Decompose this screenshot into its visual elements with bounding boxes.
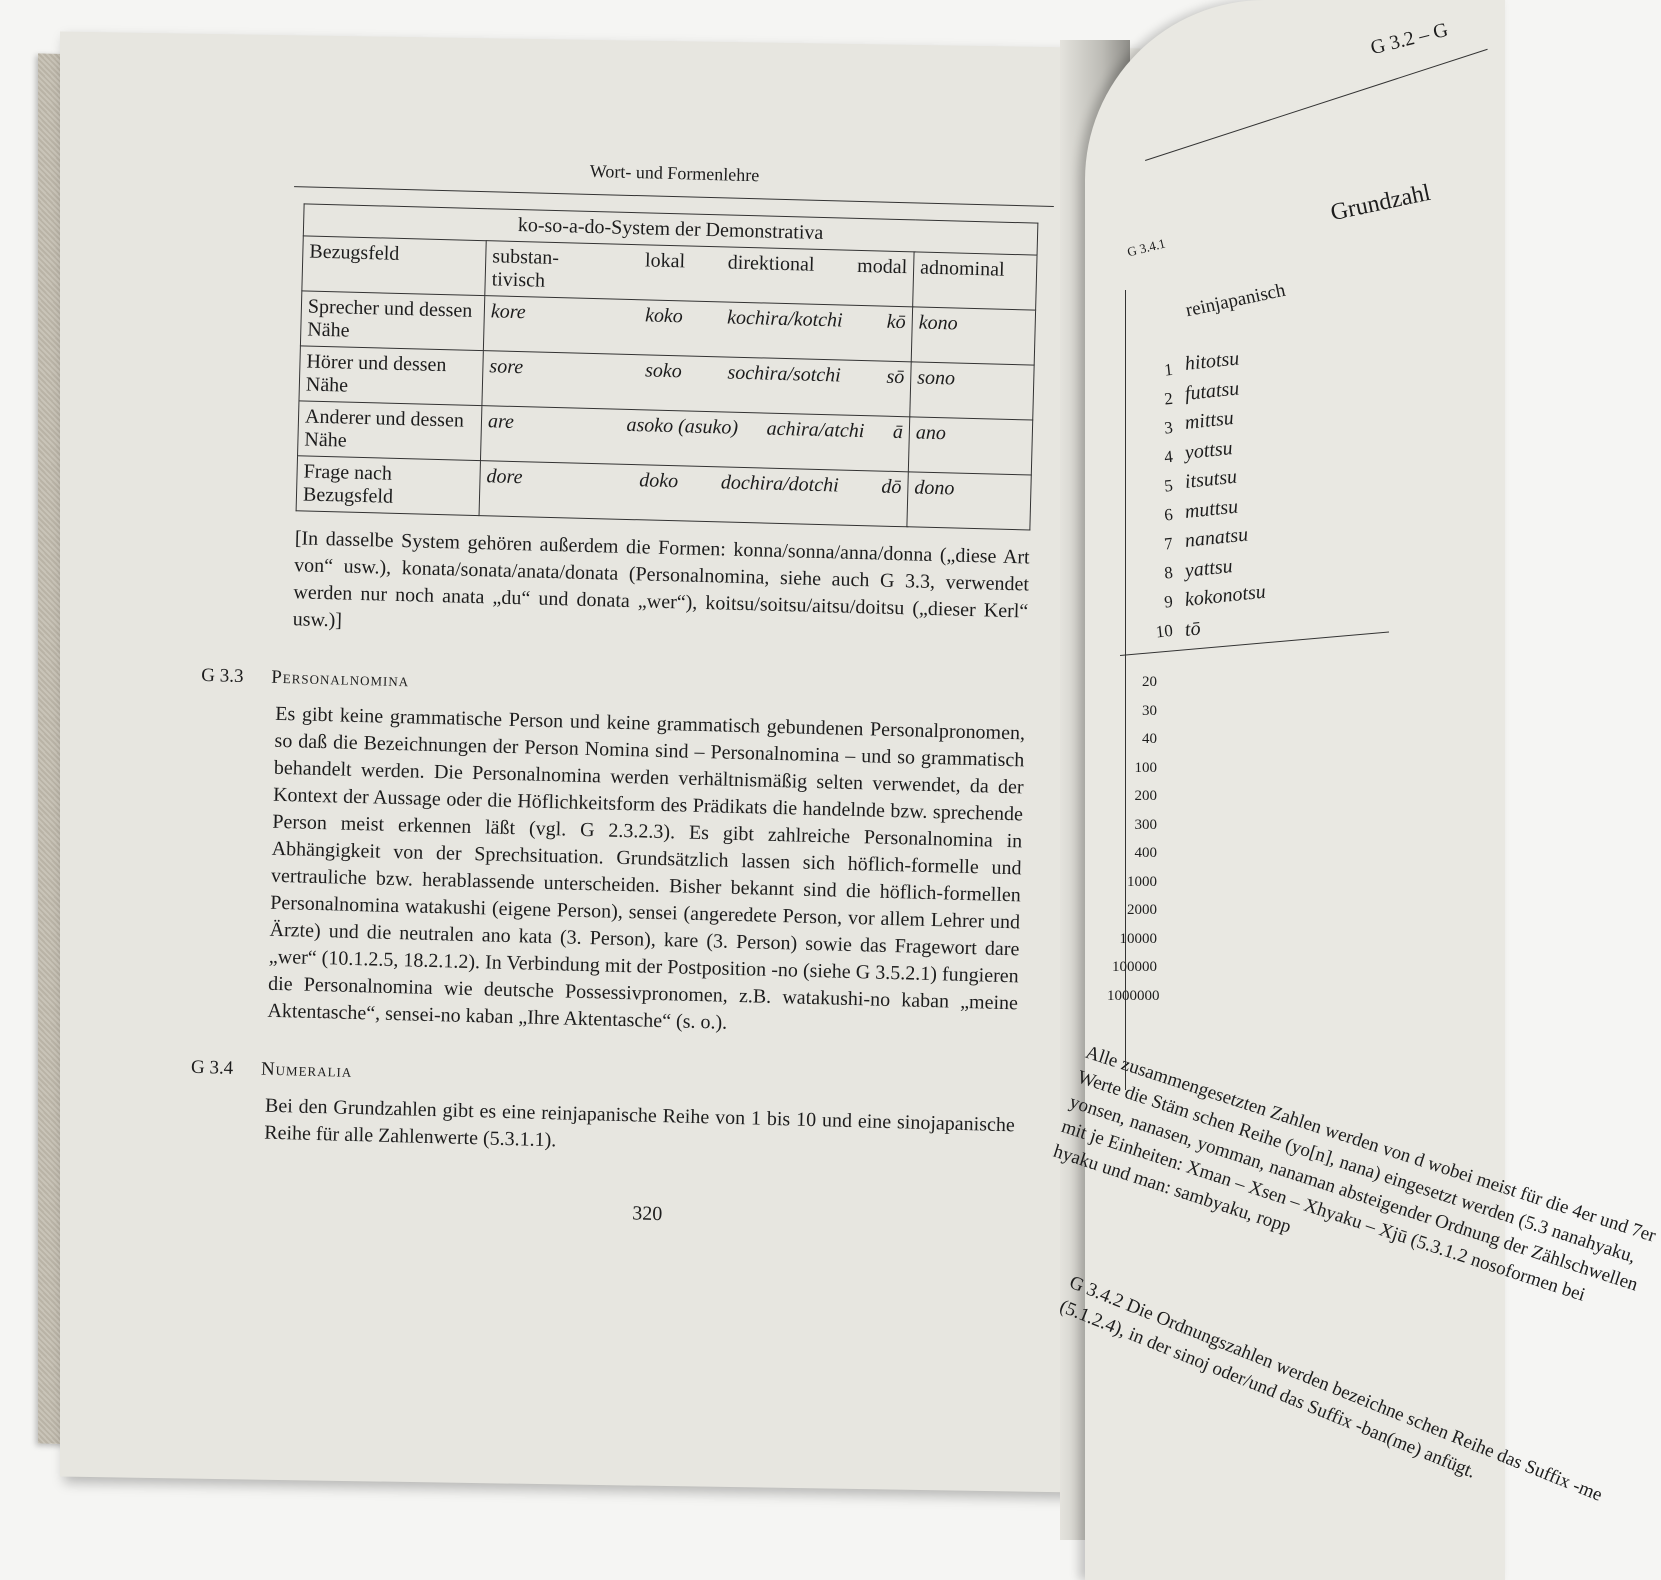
list-item: 1000 — [1127, 873, 1157, 890]
list-item: 10 — [1154, 620, 1174, 642]
cell: doko — [639, 469, 679, 493]
list-item: 6 — [1163, 504, 1174, 525]
col-adnominal: adnominal — [913, 252, 1037, 310]
col-modal: modal — [856, 254, 908, 279]
cell: soko — [644, 359, 683, 383]
list-item: yattsu — [1183, 554, 1234, 582]
big-number-column — [1107, 668, 1160, 1010]
table-title: Grundzahl — [1328, 179, 1433, 227]
cell: ano — [908, 417, 1032, 475]
cell: achira/atchi — [766, 417, 865, 443]
section-number: G 3.4 — [190, 1056, 234, 1079]
list-item: 9 — [1163, 591, 1174, 612]
list-item: 200 — [1134, 788, 1157, 804]
list-item: muttsu — [1183, 494, 1240, 523]
cell: dore — [486, 465, 523, 489]
col-bezugsfeld: Bezugsfeld — [302, 236, 486, 296]
col-direktional: direktional — [727, 251, 815, 276]
cell: dō — [881, 475, 902, 499]
list-item: 3 — [1163, 417, 1174, 438]
number-column — [1123, 360, 1173, 650]
right-page — [1050, 0, 1659, 1580]
list-item: yottsu — [1183, 436, 1234, 464]
list-item: 20 — [1142, 674, 1157, 690]
cell: asoko (asuko) — [626, 413, 739, 439]
list-item: 1000000 — [1107, 987, 1160, 1004]
list-item: 30 — [1142, 702, 1157, 719]
section-title: Numeralia — [260, 1058, 353, 1082]
list-item: 2 — [1163, 388, 1174, 409]
list-item: 400 — [1134, 845, 1157, 861]
right-paragraph-1: Alle zusammengesetzten Zahlen werden von d wobei meist für die 4er und 7er Werte die Stäm schen Reihe (yo[n], nana) eingesetzt werden (5.3 nanahyaku, yonsen, nanasen, yomman, nanaman absteigender Ordnung der Zählschwellen mit je Einheiten: Xman – Xsen – Xhyaku – Xjū (5.3.1.2 nosoformen bei hyaku und man: sambyaku, ropp — [1050, 1041, 1659, 1306]
left-page — [143, 150, 1055, 1413]
section-text-g34: Bei den Grundzahlen gibt es eine reinjapanische Reihe von 1 bis 10 und eine sinojapanische Reihe für alle Zahlenwerte (5.3.1.1). — [264, 1094, 1016, 1152]
list-item: itsutsu — [1183, 465, 1239, 493]
list-item: 8 — [1163, 562, 1174, 583]
demonstrativa-note: [In dasselbe System gehören außerdem die Formen: konna/sonna/anna/donna („diese Art von“ usw.), konata/sonata/anata/donata (Personalnomina, siehe auch G 3.3, verwendet werden nur noch anata „du“ und donata „wer“), koitsu/soitsu/aitsu/doitsu („dieser Kerl“ usw.)] — [292, 527, 1030, 632]
header-rule — [1145, 49, 1488, 161]
list-item: 7 — [1163, 533, 1174, 554]
cell: sō — [886, 365, 905, 389]
list-item: 2000 — [1127, 902, 1157, 918]
cell: sochira/sotchi — [727, 361, 842, 387]
cell: dochira/dotchi — [720, 471, 839, 497]
list-item: hitotsu — [1183, 347, 1241, 375]
page-number: 320 — [632, 1202, 663, 1226]
cell: ā — [892, 420, 904, 444]
cell: koko — [644, 304, 684, 328]
cell: kono — [911, 307, 1035, 365]
list-item: 4 — [1163, 446, 1174, 467]
col-substantivisch: substan- tivisch — [491, 245, 560, 292]
section-number: G 3.3 — [200, 664, 244, 687]
col-lokal: lokal — [644, 249, 686, 273]
cell: kō — [886, 310, 907, 334]
right-paragraph-2: G 3.4.2 Die Ordnungszahlen werden bezeichne schen Reihe das Suffix -me (5.1.2.4), in der sinoj oder/und das Suffix -ban(me) anfügt. — [1056, 1271, 1606, 1506]
list-item: mittsu — [1183, 406, 1235, 434]
cell: kore — [490, 300, 526, 324]
list-item: 100000 — [1112, 959, 1157, 975]
right-running-header: G 3.2 – G — [1368, 18, 1451, 60]
list-item: tō — [1183, 616, 1202, 641]
list-item: 1 — [1163, 359, 1174, 380]
demonstrativa-table — [296, 203, 1039, 530]
list-item: nanatsu — [1183, 523, 1250, 552]
cell: are — [487, 410, 515, 433]
list-item: 100 — [1134, 759, 1157, 776]
row-field: Anderer und dessen Nähe — [298, 401, 482, 461]
column-heading: reinjapanisch — [1183, 279, 1288, 322]
list-item: 300 — [1134, 816, 1157, 833]
table-title: ko-so-a-do-System der Demonstrativa — [303, 204, 1038, 255]
section-title: Personalnomina — [270, 666, 410, 692]
cell: dono — [907, 472, 1031, 530]
list-item: 10000 — [1119, 930, 1157, 947]
list-item: 5 — [1163, 475, 1174, 496]
running-header: Wort- und Formenlehre — [294, 153, 1055, 207]
section-label: G 3.4.1 — [1125, 235, 1167, 260]
cell: kochira/kotchi — [726, 306, 843, 332]
cell: sore — [489, 355, 524, 379]
cell: sono — [910, 362, 1034, 420]
row-field: Frage nach Bezugsfeld — [296, 456, 480, 516]
list-item: futatsu — [1183, 376, 1241, 405]
row-field: Hörer und dessen Nähe — [299, 346, 483, 406]
row-field: Sprecher und dessen Nähe — [300, 291, 484, 351]
list-item: 40 — [1142, 731, 1157, 747]
list-item: kokonotsu — [1183, 580, 1267, 611]
section-text-g33: Es gibt keine grammatische Person und keine grammatisch gebundenen Personalpronomen, so daß die Bezeichnungen der Person Nomina sind – Personalnomina – und so grammatisch behandelt werden. Die Personalnomina werden verhältnismäßig selten verwendet, da der Kontext der Aussage oder die Höflichkeitsform des Prädikats die handelnde bzw. sprechende Person meist erkennen läßt (vgl. G 2.3.2.3). Es gibt zahlreiche Personalnomina in Abhängigkeit von der Sprechsituation. Grundsätzlich lassen sich höflich-formelle und vertrauliche bzw. herablassende unterscheiden. Bisher bekannt sind die höflich-formellen Personalnomina watakushi (eigene Person), sensei (angeredete Person, vor allem Lehrer und Ärzte) und die neutralen ano kata (3. Person), kare (3. Person) sowie das Fragewort dare „wer“ (10.1.2.5, 18.2.1.2). In Verbindung mit der Postposition -no (siehe G 3.5.2.1) fungieren die Personalnomina wie deutsche Possessivpronomen, z.B. watakushi-no kaban „meine Aktentasche“, sensei-no kaban „Ihre Aktentasche“ (s. o.). — [267, 702, 1026, 1034]
word-column — [1183, 347, 1267, 645]
